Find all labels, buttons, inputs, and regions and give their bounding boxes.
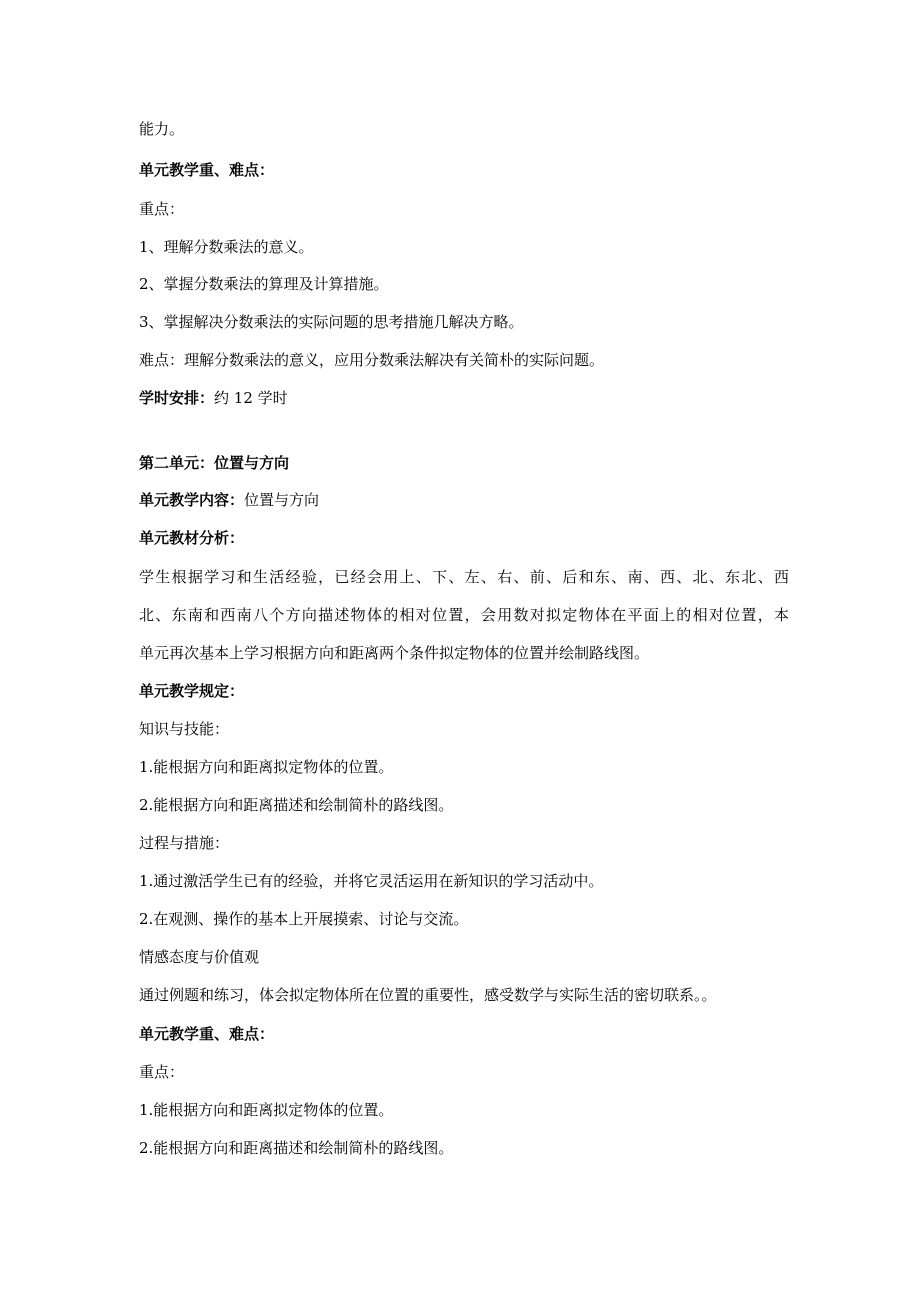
section-heading: 单元教学重、难点：	[139, 161, 275, 179]
subheading: 情感态度与价值观	[139, 948, 260, 966]
unit-content-line	[139, 490, 789, 510]
list-item: 3、掌握解决分数乘法的实际问题的思考措施几解决方略。	[139, 313, 524, 331]
paragraph-line: 北、东南和西南八个方向描述物体的相对位置，会用数对拟定物体在平面上的相对位置，本	[139, 606, 789, 624]
unit-title: 第二单元：位置与方向	[139, 454, 290, 472]
list-item: 2.在观测、操作的基本上开展摸索、讨论与交流。	[139, 910, 469, 928]
paragraph-line: 通过例题和练习，体会拟定物体所在位置的重要性，感受数学与实际生活的密切联系。。	[139, 986, 717, 1004]
list-item: 1.能根据方向和距离拟定物体的位置。	[139, 758, 394, 776]
list-item: 1.能根据方向和距离拟定物体的位置。	[139, 1101, 394, 1119]
list-item: 2.能根据方向和距离描述和绘制简朴的路线图。	[139, 796, 454, 814]
list-item: 2.能根据方向和距离描述和绘制简朴的路线图。	[139, 1139, 454, 1157]
text-line: 重点：	[139, 1063, 185, 1081]
section-heading: 单元教学规定：	[139, 682, 245, 700]
text-line: 重点：	[139, 200, 185, 218]
subheading: 知识与技能：	[139, 720, 230, 738]
paragraph-line: 学生根据学习和生活经验，已经会用上、下、左、右、前、后和东、南、西、北、东北、西	[139, 568, 789, 586]
paragraph-line: 单元再次基本上学习根据方向和距离两个条件拟定物体的位置并绘制路线图。	[139, 644, 650, 662]
text-line: 能力。	[139, 120, 185, 138]
text-line: 难点：理解分数乘法的意义，应用分数乘法解决有关简朴的实际问题。	[139, 351, 605, 369]
study-hours-line	[139, 388, 789, 408]
list-item: 2、掌握分数乘法的算理及计算措施。	[139, 275, 389, 293]
field-value: 位置与方向	[244, 491, 320, 509]
section-heading: 单元教学重、难点：	[139, 1025, 275, 1043]
field-label: 学时安排：	[139, 389, 215, 407]
subheading: 过程与措施：	[139, 834, 230, 852]
field-label: 单元教学内容：	[139, 491, 245, 509]
list-item: 1.通过激活学生已有的经验，并将它灵活运用在新知识的学习活动中。	[139, 872, 604, 890]
list-item: 1、理解分数乘法的意义。	[139, 238, 314, 256]
section-heading: 单元教材分析：	[139, 529, 245, 547]
field-value: 约 12 学时	[214, 389, 288, 407]
